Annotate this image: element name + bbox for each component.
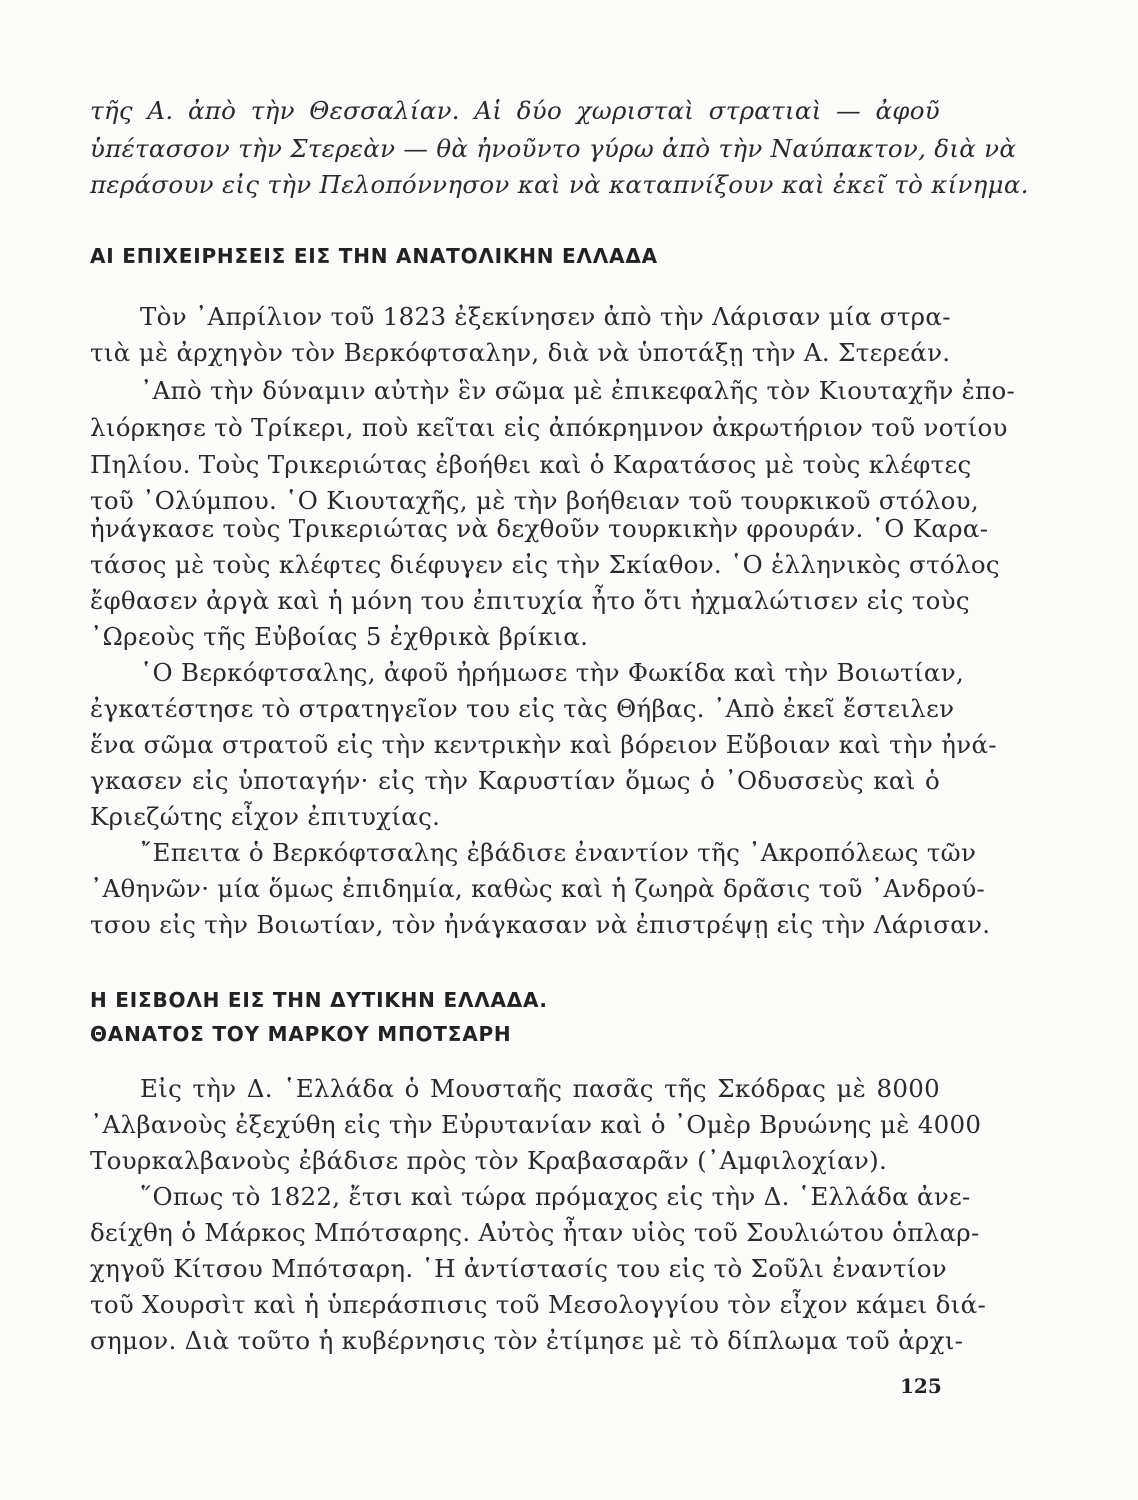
section-heading: Η ΕΙΣΒΟΛΗ ΕΙΣ ΤΗΝ ΔΥΤΙΚΗΝ ΕΛΛΑΔΑ. — [90, 988, 548, 1012]
intro-line: περάσουν εἰς τὴν Πελοπόννησον καὶ νὰ καταπνίξουν καὶ ἐκεῖ τὸ κίνημα. — [90, 170, 1029, 199]
intro-line: τῆς Α. ἀπὸ τὴν Θεσσαλίαν. Αἱ δύο χωρισταὶ στρατιαὶ — ἀφοῦ — [90, 96, 940, 125]
paragraph-line: ᾿Απὸ τὴν δύναμιν αὐτὴν ἓν σῶμα μὲ ἐπικεφαλῆς τὸν Κιουταχῆν ἐπο- — [140, 376, 1016, 405]
intro-line: ὑπέτασσον τὴν Στερεὰν — θὰ ἠνοῦντο γύρω ἀπὸ τὴν Ναύπακτον, διὰ νὰ — [90, 134, 1017, 163]
paragraph-line: ῾Ο Βερκόφτσαλης, ἀφοῦ ἠρήμωσε τὴν Φωκίδα καὶ τὴν Βοιωτίαν, — [140, 658, 965, 687]
paragraph-line: Κριεζώτης εἶχον ἐπιτυχίας. — [90, 802, 441, 831]
paragraph-line: ἐγκατέστησε τὸ στρατηγεῖον του εἰς τὰς Θήβας. ᾿Απὸ ἐκεῖ ἔστειλεν — [90, 694, 955, 723]
section-heading: ΑΙ ΕΠΙΧΕΙΡΗΣΕΙΣ ΕΙΣ ΤΗΝ ΑΝΑΤΟΛΙΚΗΝ ΕΛΛΑΔΑ — [90, 244, 658, 268]
paragraph-line: ᾿Αλβανοὺς ἐξεχύθη εἰς τὴν Εὐρυτανίαν καὶ ὁ ᾿Ομὲρ Βρυώνης μὲ 4000 — [90, 1110, 982, 1139]
page-number: 125 — [900, 1374, 942, 1398]
paragraph-line: ᾿Αθηνῶν· μία ὅμως ἐπιδημία, καθὼς καὶ ἡ ζωηρὰ δρᾶσις τοῦ ᾿Ανδρού- — [90, 874, 986, 903]
paragraph-line: τιὰ μὲ ἀρχηγὸν τὸν Βερκόφτσαλην, διὰ νὰ ὑποτάξῃ τὴν Α. Στερεάν. — [90, 338, 951, 367]
paragraph-line: ἔφθασεν ἀργὰ καὶ ἡ μόνη του ἐπιτυχία ἦτο ὅτι ἠχμαλώτισεν εἰς τοὺς — [90, 586, 970, 615]
paragraph-line: ῞Οπως τὸ 1822, ἔτσι καὶ τώρα πρόμαχος εἰς τὴν Δ. ῾Ελλάδα ἀνε- — [140, 1182, 971, 1211]
paragraph-line: Πηλίου. Τοὺς Τρικεριώτας ἐβοήθει καὶ ὁ Καρατάσος μὲ τοὺς κλέφτες — [90, 450, 972, 479]
paragraph-line: λιόρκησε τὸ Τρίκερι, ποὺ κεῖται εἰς ἀπόκρημνον ἀκρωτήριον τοῦ νοτίου — [90, 413, 1008, 442]
paragraph-line: ᾿Ωρεοὺς τῆς Εὐβοίας 5 ἐχθρικὰ βρίκια. — [90, 622, 589, 651]
paragraph-line: Τουρκαλβανοὺς ἐβάδισε πρὸς τὸν Κραβασαρᾶν (᾿Αμφιλοχίαν). — [90, 1146, 888, 1175]
paragraph-line: τσου εἰς τὴν Βοιωτίαν, τὸν ἠνάγκασαν νὰ ἐπιστρέψῃ εἰς τὴν Λάρισαν. — [90, 910, 991, 939]
paragraph-line: γκασεν εἰς ὑποταγήν· εἰς τὴν Καρυστίαν ὅμως ὁ ᾿Οδυσσεὺς καὶ ὁ — [90, 766, 940, 795]
paragraph-line: τοῦ Χουρσὶτ καὶ ἡ ὑπεράσπισις τοῦ Μεσολογγίου τὸν εἶχον κάμει διά- — [90, 1290, 987, 1319]
section-subheading: ΘΑΝΑΤΟΣ ΤΟΥ ΜΑΡΚΟΥ ΜΠΟΤΣΑΡΗ — [90, 1022, 512, 1046]
paragraph-line: ῎Επειτα ὁ Βερκόφτσαλης ἐβάδισε ἐναντίον τῆς ᾿Ακροπόλεως τῶν — [140, 838, 977, 867]
paragraph-line: σημον. Διὰ τοῦτο ἡ κυβέρνησις τὸν ἐτίμησε μὲ τὸ δίπλωμα τοῦ ἀρχι- — [90, 1326, 964, 1355]
paragraph-line: Εἰς τὴν Δ. ῾Ελλάδα ὁ Μουσταῆς πασᾶς τῆς Σκόδρας μὲ 8000 — [140, 1074, 940, 1103]
paragraph-line: τοῦ ᾿Ολύμπου. ῾Ο Κιουταχῆς, μὲ τὴν βοήθειαν τοῦ τουρκικοῦ στόλου, — [90, 486, 979, 515]
paragraph-line: ἠνάγκασε τοὺς Τρικεριώτας νὰ δεχθοῦν τουρκικὴν φρουράν. ῾Ο Καρα- — [90, 514, 989, 543]
paragraph-line: δείχθη ὁ Μάρκος Μπότσαρης. Αὐτὸς ἦταν υἱὸς τοῦ Σουλιώτου ὁπλαρ- — [90, 1218, 980, 1247]
paragraph-line: τάσος μὲ τοὺς κλέφτες διέφυγεν εἰς τὴν Σκίαθον. ῾Ο ἑλληνικὸς στόλος — [90, 550, 1000, 579]
paragraph-line: ἕνα σῶμα στρατοῦ εἰς τὴν κεντρικὴν καὶ βόρειον Εὔβοιαν καὶ τὴν ἠνά- — [90, 730, 997, 759]
paragraph-line: Τὸν ᾿Απρίλιον τοῦ 1823 ἐξεκίνησεν ἀπὸ τὴν Λάρισαν μία στρα- — [140, 302, 951, 331]
paragraph-line: χηγοῦ Κίτσου Μπότσαρη. ῾Η ἀντίστασίς του εἰς τὸ Σοῦλι ἐναντίον — [90, 1254, 947, 1283]
